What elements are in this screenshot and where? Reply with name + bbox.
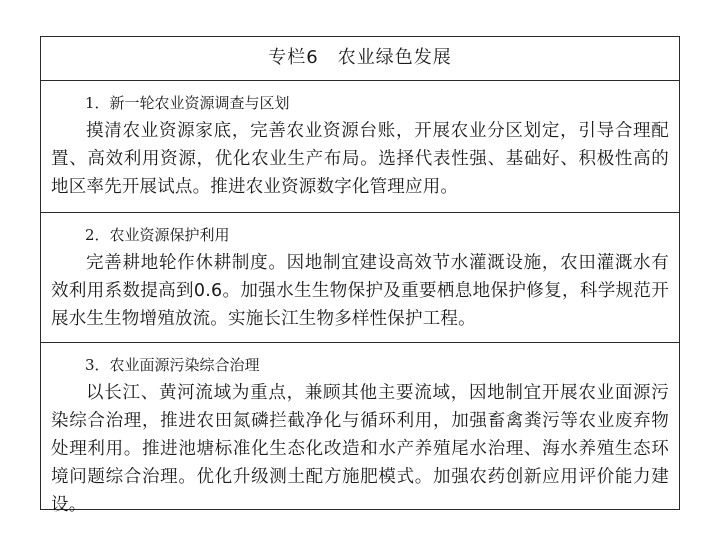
section-body: 摸清农业资源家底，完善农业资源台账，开展农业分区划定，引导合理配置、高效利用资源，优化农业生产布局。选择代表性强、基础好、积极性高的地区率先开展试点。推进农业资源数字化管理应用。	[51, 121, 669, 197]
section-heading: 1．新一轮农业资源调查与区划	[85, 94, 290, 112]
section-heading: 2．农业资源保护利用	[85, 226, 230, 244]
section-body: 完善耕地轮作休耕制度。因地制宜建设高效节水灌溉设施，农田灌溉水有效利用系数提高到0.6。加强水生生物保护及重要栖息地保护修复，科学规范开展水生生物增殖放流。实施长江生物多样性保护工程。	[51, 253, 669, 329]
section-heading: 3．农业面源污染综合治理	[85, 356, 260, 374]
section-pollution-control	[41, 342, 679, 515]
section-body: 以长江、黄河流域为重点，兼顾其他主要流域，因地制宜开展农业面源污染综合治理，推进农田氮磷拦截净化与循环利用，加强畜禽粪污等农业废弃物处理利用。推进池塘标准化生态化改造和水产养殖尾水治理、海水养殖生态环境问题综合治理。优化升级测土配方施肥模式。加强农药创新应用评价能力建设。	[51, 383, 669, 515]
box-title: 专栏6 农业绿色发展	[41, 37, 679, 81]
section-resource-survey	[41, 81, 679, 212]
section-resource-protection	[41, 212, 679, 342]
column-box	[40, 36, 680, 515]
